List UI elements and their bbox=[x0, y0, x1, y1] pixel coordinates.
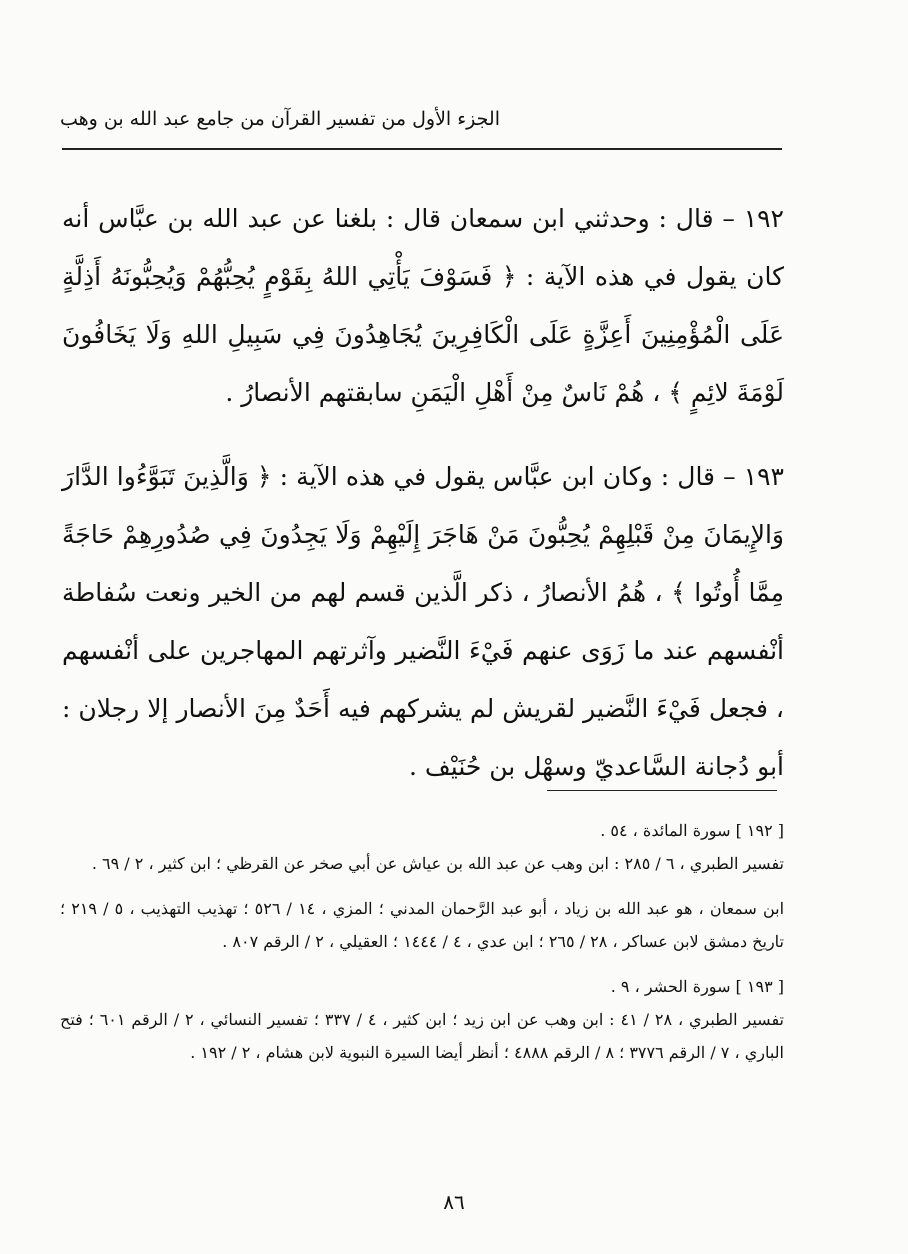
footnote-text: تفسير الطبري ، ٦ / ٢٨٥ : ابن وهب عن عبد الله بن عياش عن أبي صخر عن القرظي ؛ ابن كثير ، ٢ / ٦٩ . bbox=[91, 854, 784, 873]
paragraph-192: ١٩٢ – قال : وحدثني ابن سمعان قال : بلغنا عن عبد الله بن عبَّاس أنه كان يقول في هذه الآية : ﴿ فَسَوْفَ يَأْتِي اللهُ بِقَوْمٍ يُحِبُّهُمْ وَيُحِبُّونَهُ أَذِلَّةٍ عَلَى الْمُؤْمِنِينَ أَعِزَّةٍ عَلَى الْكَافِرِينَ يُجَاهِدُونَ فِي سَبِيلِ اللهِ وَلَا يَخَافُونَ لَوْمَةَ لائِمٍ ﴾ ، هُمْ نَاسٌ مِنْ أَهْلِ الْيَمَنِ سابقتهم الأنصارُ . bbox=[62, 204, 784, 407]
header-rule bbox=[62, 148, 782, 150]
footnote-193 bbox=[60, 970, 784, 1069]
footnote-text: ابن سمعان ، هو عبد الله بن زياد ، أبو عبد الرَّحمان المدني ؛ المزي ، ١٤ / ٥٢٦ ؛ تهذيب التهذيب ، ٥ / ٢١٩ ؛ تاريخ دمشق لابن عساكر ، ٢٨ / ٢٦٥ ؛ ابن عدي ، ٤ / ١٤٤٤ ؛ العقيلي ، ٢ / الرقم ٨٠٧ . bbox=[60, 899, 785, 951]
paragraph-193: ١٩٣ – قال : وكان ابن عبَّاس يقول في هذه الآية : ﴿ وَالَّذِينَ تَبَوَّءُوا الدَّارَ وَالإِيمَانَ مِنْ قَبْلِهِمْ يُحِبُّونَ مَنْ هَاجَرَ إِلَيْهِمْ وَلَا يَجِدُونَ فِي صُدُورِهِمْ حَاجَةً مِمَّا أُوتُوا ﴾ ، هُمُ الأنصارُ ، ذكر الَّذين قسم لهم من الخير ونعت سُفاطة أنْفسهم عند ما زَوَى عنهم فَيْءَ النَّضير وآثرتهم المهاجرين على أنْفسهم ، فجعل فَيْءَ النَّضير لقريش لم يشركهم فيه أَحَدٌ مِنَ الأنصار إلا رجلان : أبو دُجانة السَّاعديّ وسهْل بن حُنَيْف . bbox=[62, 462, 785, 781]
footnote-rule bbox=[547, 790, 777, 791]
footnote-text: تفسير الطبري ، ٢٨ / ٤١ : ابن وهب عن ابن زيد ؛ ابن كثير ، ٤ / ٣٣٧ ؛ تفسير النسائي ، ٢ / الرقم ٦٠١ ؛ فتح الباري ، ٧ / الرقم ٣٧٧٦ ؛ ٨ / الرقم ٤٨٨٨ ؛ أنظر أيضا السيرة النبوية لابن هشام ، ٢ / ١٩٢ . bbox=[60, 1010, 785, 1062]
footnotes bbox=[60, 814, 784, 1081]
page-number: ٨٦ bbox=[443, 1190, 465, 1214]
footnote-ibn-samaan bbox=[60, 892, 784, 958]
main-text bbox=[62, 190, 784, 822]
footnote-ref: [ ١٩٢ ] سورة المائدة ، ٥٤ . bbox=[600, 821, 784, 840]
running-header: الجزء الأول من تفسير القرآن من جامع عبد الله بن وهب bbox=[60, 108, 500, 130]
footnote-ref: [ ١٩٣ ] سورة الحشر ، ٩ . bbox=[610, 977, 784, 996]
footnote-192 bbox=[60, 814, 784, 880]
